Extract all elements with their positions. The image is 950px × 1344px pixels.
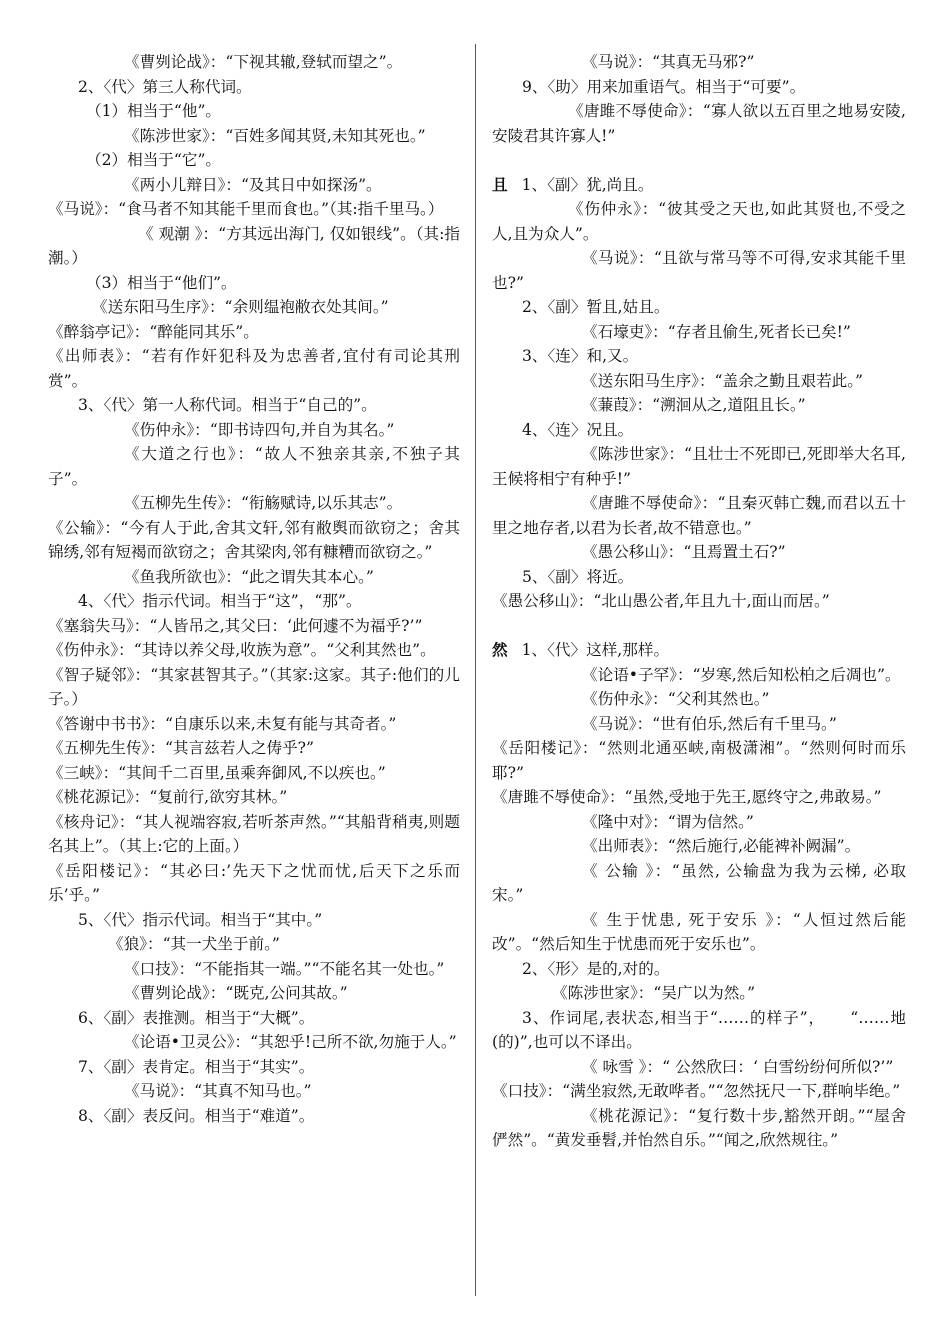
example-quote: 《蒹葭》：“溯洄从之,道阻且长。” <box>582 396 806 414</box>
sense-line: 3、作词尾,表状态,相当于“……的样子”， “……地(的)”,也可以不译出。 <box>492 1008 906 1051</box>
example-quote: 《 咏雪 》：“ 公然欣曰：‘ 白雪纷纷何所似?’” <box>582 1057 894 1076</box>
example-quote: 《岳阳楼记》：“然则北通巫峡,南极潇湘”。“然则何时而乐耶?” <box>492 739 906 782</box>
sense-line: 9、〈助〉用来加重语气。相当于“可要”。 <box>522 77 806 96</box>
column-divider <box>475 44 476 1296</box>
example-quote: 《论语•卫灵公》：“其恕乎!己所不欲,勿施于人。” <box>124 1033 457 1051</box>
example-quote: 《出师表》：“然后施行,必能裨补阙漏”。 <box>582 837 861 855</box>
sense-line: （3）相当于“他们”。 <box>86 273 237 292</box>
example-quote: 《核舟记》：“其人视端容寂,若听茶声然。”“其船背稍夷,则题名其上”。（其上:它的上面。） <box>48 812 460 855</box>
example-quote: 《马说》：“世有伯乐,然后有千里马。” <box>582 714 837 733</box>
example-quote: 《五柳先生传》：“衔觞赋诗,以乐其志”。 <box>124 494 403 512</box>
entry-character: 且 <box>492 175 508 194</box>
example-quote: 《五柳先生传》：“其言兹若人之俦乎?” <box>48 739 315 757</box>
sense-text: 1、〈副〉犹,尚且。 <box>521 175 654 194</box>
example-quote: 《曹刿论战》：“既克,公问其故。” <box>124 984 348 1002</box>
example-quote: 《三峡》：“其间千二百里,虽乘奔御风,不以疾也。” <box>48 763 386 782</box>
example-quote: 《伤仲永》：“父利其然也。” <box>582 690 770 708</box>
sense-line: 6、〈副〉表推测。相当于“大概”。 <box>78 1008 315 1027</box>
example-quote: 《桃花源记》：“复行数十步,豁然开朗。”“屋舍俨然”。“黄发垂髫,并怡然自乐。”“闻之,欣然规往。” <box>492 1106 906 1149</box>
example-quote: 《 生于忧患, 死于安乐 》：“人恒过然后能改”。“然后知生于忧患而死于安乐也”。 <box>492 910 906 953</box>
spacer <box>492 148 906 173</box>
entry-heading-line <box>492 638 906 663</box>
right-column <box>492 50 906 1153</box>
example-quote: 《愚公移山》：“北山愚公者,年且九十,面山而居。” <box>492 592 830 610</box>
example-quote: 《岳阳楼记》：“其必曰:’先天下之忧而忧,后天下之乐而乐’乎。” <box>48 861 460 904</box>
example-quote: 《口技》：“满坐寂然,无敢哗者。”“忽然抚尺一下,群响毕绝。” <box>492 1082 901 1100</box>
example-quote: 《陈涉世家》：“百姓多闻其贤,未知其死也。” <box>124 126 426 145</box>
example-quote: 《两小儿辩日》：“及其日中如探汤”。 <box>124 175 382 194</box>
example-quote: 《马说》：“其真不知马也。” <box>124 1082 312 1100</box>
sense-line: （1）相当于“他”。 <box>86 102 222 120</box>
example-quote: 《送东阳马生序》：“盖余之勤且艰若此。” <box>582 371 864 390</box>
sense-line: 2、〈副〉暂且,姑且。 <box>522 298 670 316</box>
sense-line: 7、〈副〉表肯定。相当于“其实”。 <box>78 1057 315 1076</box>
example-quote: 《唐雎不辱使命》：“虽然,受地于先王,愿终守之,弗敢易。” <box>492 788 882 806</box>
example-quote: 《马说》：“且欲与常马等不可得,安求其能千里也?” <box>492 249 906 292</box>
example-quote: 《伤仲永》：“即书诗四句,并自为其名。” <box>124 420 395 439</box>
example-quote: 《答谢中书书》：“自康乐以来,未复有能与其奇者。” <box>48 714 397 733</box>
spacer <box>492 614 906 639</box>
example-quote: 《狼》：“其一犬坐于前。” <box>108 935 280 953</box>
example-quote: 《愚公移山》：“且焉置土石?” <box>582 543 786 561</box>
example-quote: 《大道之行也》：“故人不独亲其亲,不独子其子”。 <box>48 445 460 488</box>
example-quote: 《唐雎不辱使命》：“且秦灭韩亡魏,而君以五十里之地存者,以君为长者,故不错意也。” <box>492 494 906 537</box>
example-quote: 《 公输 》：“虽然, 公输盘为我为云梯, 必取宋。” <box>492 861 906 904</box>
example-quote: 《桃花源记》：“复前行,欲穷其林。” <box>48 788 288 806</box>
example-quote: 《鱼我所欲也》：“此之谓失其本心。” <box>124 567 374 586</box>
sense-line: 4、〈连〉况且。 <box>522 420 634 439</box>
entry-character: 然 <box>492 641 508 659</box>
example-quote: 《伤仲永》：“彼其受之天也,如此其贤也,不受之人,且为众人”。 <box>492 200 906 243</box>
example-quote: 《公输》：“今有人于此,舍其文轩,邻有敝舆而欲窃之；舍其锦绣,邻有短褐而欲窃之；舍其梁肉,邻有糠糟而欲窃之。” <box>48 518 460 561</box>
sense-line: 2、〈代〉第三人称代词。 <box>78 77 252 96</box>
example-quote: 《唐雎不辱使命》：“寡人欲以五百里之地易安陵,安陵君其许寡人!” <box>492 102 906 145</box>
example-quote: 《陈涉世家》：“且壮士不死即已,死即举大名耳,王候将相宁有种乎!” <box>492 445 906 488</box>
sense-line: 3、〈连〉和,又。 <box>522 347 639 365</box>
example-quote: 《陈涉世家》：“吴广以为然。” <box>552 984 756 1002</box>
sense-line: 4、〈代〉指示代词。相当于“这”，“那”。 <box>78 592 362 610</box>
sense-line: 5、〈代〉指示代词。相当于“其中。” <box>78 910 323 929</box>
example-quote: 《马说》：“其真无马邪?” <box>582 53 755 71</box>
sense-line: 5、〈副〉将近。 <box>522 567 634 586</box>
entry-heading-line <box>492 173 906 198</box>
example-quote: 《口技》：“不能指其一端。”“不能名其一处也。” <box>124 959 445 978</box>
sense-line: 2、〈形〉是的,对的。 <box>522 959 670 978</box>
example-quote: 《醉翁亭记》：“醉能同其乐”。 <box>48 322 259 341</box>
sense-line: 3、〈代〉第一人称代词。相当于“自己的”。 <box>78 396 377 414</box>
example-quote: 《隆中对》：“谓为信然。” <box>582 812 754 831</box>
example-quote: 《曹刿论战》：“下视其辙,登轼而望之”。 <box>124 53 403 71</box>
example-quote: 《塞翁失马》：“人皆吊之,其父曰：‘此何遽不为福乎?’” <box>48 616 423 635</box>
example-quote: 《送东阳马生序》：“余则缊袍敝衣处其间。” <box>92 298 389 316</box>
sense-line: 8、〈副〉表反问。相当于“难道”。 <box>78 1106 315 1125</box>
example-quote: 《 观潮 》：“方其远出海门, 仅如银线”。（其:指潮。） <box>48 224 460 267</box>
example-quote: 《论语•子罕》：“岁寒,然后知松柏之后凋也”。 <box>582 665 901 684</box>
sense-text: 1、〈代〉这样,那样。 <box>521 641 670 659</box>
left-column <box>48 50 460 1128</box>
example-quote: 《智子疑邻》：“其家甚智其子。”（其家:这家。其子:他们的儿子。） <box>48 665 460 708</box>
example-quote: 《出师表》：“若有作奸犯科及为忠善者,宜付有司论其刑赏”。 <box>48 347 460 390</box>
example-quote: 《伤仲永》：“其诗以养父母,收族为意”。“父利其然也”。 <box>48 641 436 659</box>
example-quote: 《石壕吏》：“存者且偷生,死者长已矣!” <box>582 322 851 341</box>
sense-line: （2）相当于“它”。 <box>86 151 222 169</box>
example-quote: 《马说》：“食马者不知其能千里而食也。”（其:指千里马。） <box>48 200 444 218</box>
